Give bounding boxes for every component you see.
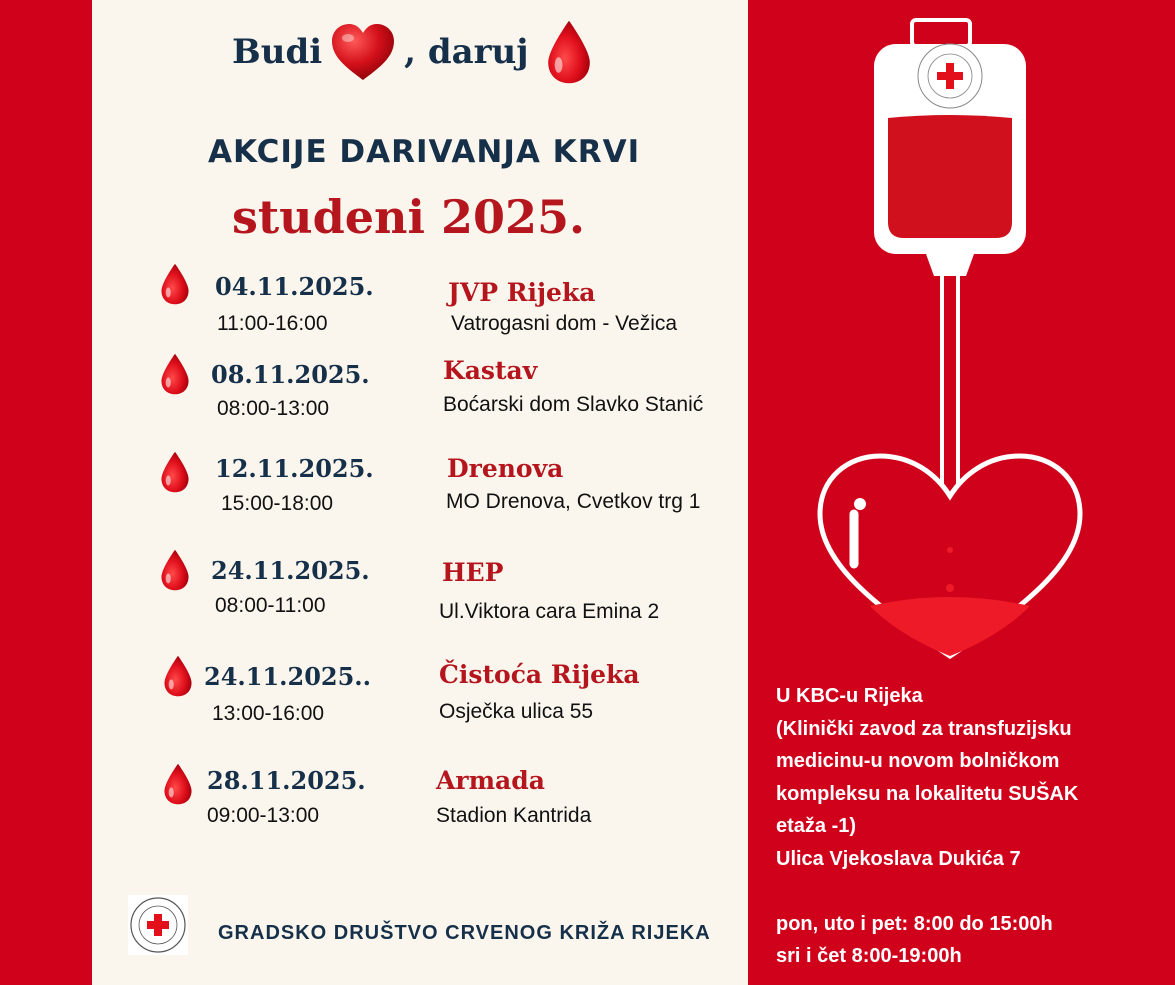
event-address: Boćarski dom Slavko Stanić [443, 393, 704, 416]
event-date: 08.11.2025. [211, 360, 370, 389]
event-date: 12.11.2025. [215, 454, 374, 483]
page-subtitle: studeni 2025. [232, 190, 585, 244]
event-time: 13:00-16:00 [212, 702, 325, 725]
event-date: 24.11.2025.. [204, 662, 372, 691]
kbc-info [776, 680, 1166, 973]
spacer [776, 876, 1166, 908]
event-place: Čistoća Rijeka [439, 660, 640, 689]
event-time: 15:00-18:00 [221, 492, 334, 515]
blood-drop-icon [157, 548, 193, 596]
blood-drop-icon [160, 762, 196, 810]
slogan-part2: , daruj [404, 32, 529, 72]
slogan [232, 22, 595, 82]
kbc-hours: pon, uto i pet: 8:00 do 15:00h [776, 912, 1053, 935]
kbc-line: kompleksu na lokalitetu SUŠAK [776, 782, 1079, 805]
blood-drop-icon [160, 654, 196, 702]
event-place: Kastav [443, 356, 538, 385]
left-red-stripe [0, 0, 92, 985]
blood-drop-icon [157, 262, 193, 310]
blood-drop-icon [157, 352, 193, 400]
heart-icon [330, 22, 396, 82]
event-address: MO Drenova, Cvetkov trg 1 [446, 490, 701, 513]
blood-drop-icon [543, 18, 595, 86]
red-cross-logo-icon [128, 895, 188, 955]
kbc-line: U KBC-u Rijeka [776, 685, 923, 707]
event-time: 09:00-13:00 [207, 804, 320, 827]
kbc-address: Ulica Vjekoslava Dukića 7 [776, 847, 1021, 870]
organization-name: GRADSKO DRUŠTVO CRVENOG KRIŽA RIJEKA [218, 922, 711, 944]
event-place: Drenova [447, 454, 564, 483]
event-time: 11:00-16:00 [217, 312, 328, 335]
blood-drop-icon [157, 450, 193, 498]
event-date: 28.11.2025. [207, 766, 366, 795]
kbc-line: medicinu-u novom bolničkom [776, 750, 1060, 773]
event-place: HEP [442, 558, 504, 587]
event-address: Stadion Kantrida [436, 804, 592, 827]
kbc-hours: sri i čet 8:00-19:00h [776, 945, 962, 968]
blood-bag-icon [808, 16, 1098, 680]
event-address: Vatrogasni dom - Vežica [451, 312, 678, 335]
event-date: 04.11.2025. [215, 272, 374, 301]
page-title: AKCIJE DARIVANJA KRVI [208, 134, 641, 170]
kbc-line: (Klinički zavod za transfuzijsku [776, 717, 1072, 740]
event-place: JVP Rijeka [448, 278, 596, 307]
event-time: 08:00-13:00 [217, 397, 330, 420]
slogan-part1: Budi [232, 32, 323, 72]
event-date: 24.11.2025. [211, 556, 370, 585]
event-address: Osječka ulica 55 [439, 700, 594, 723]
kbc-line: etaža -1) [776, 815, 857, 838]
event-address: Ul.Viktora cara Emina 2 [439, 600, 660, 623]
event-place: Armada [436, 766, 545, 795]
event-time: 08:00-11:00 [215, 594, 326, 617]
